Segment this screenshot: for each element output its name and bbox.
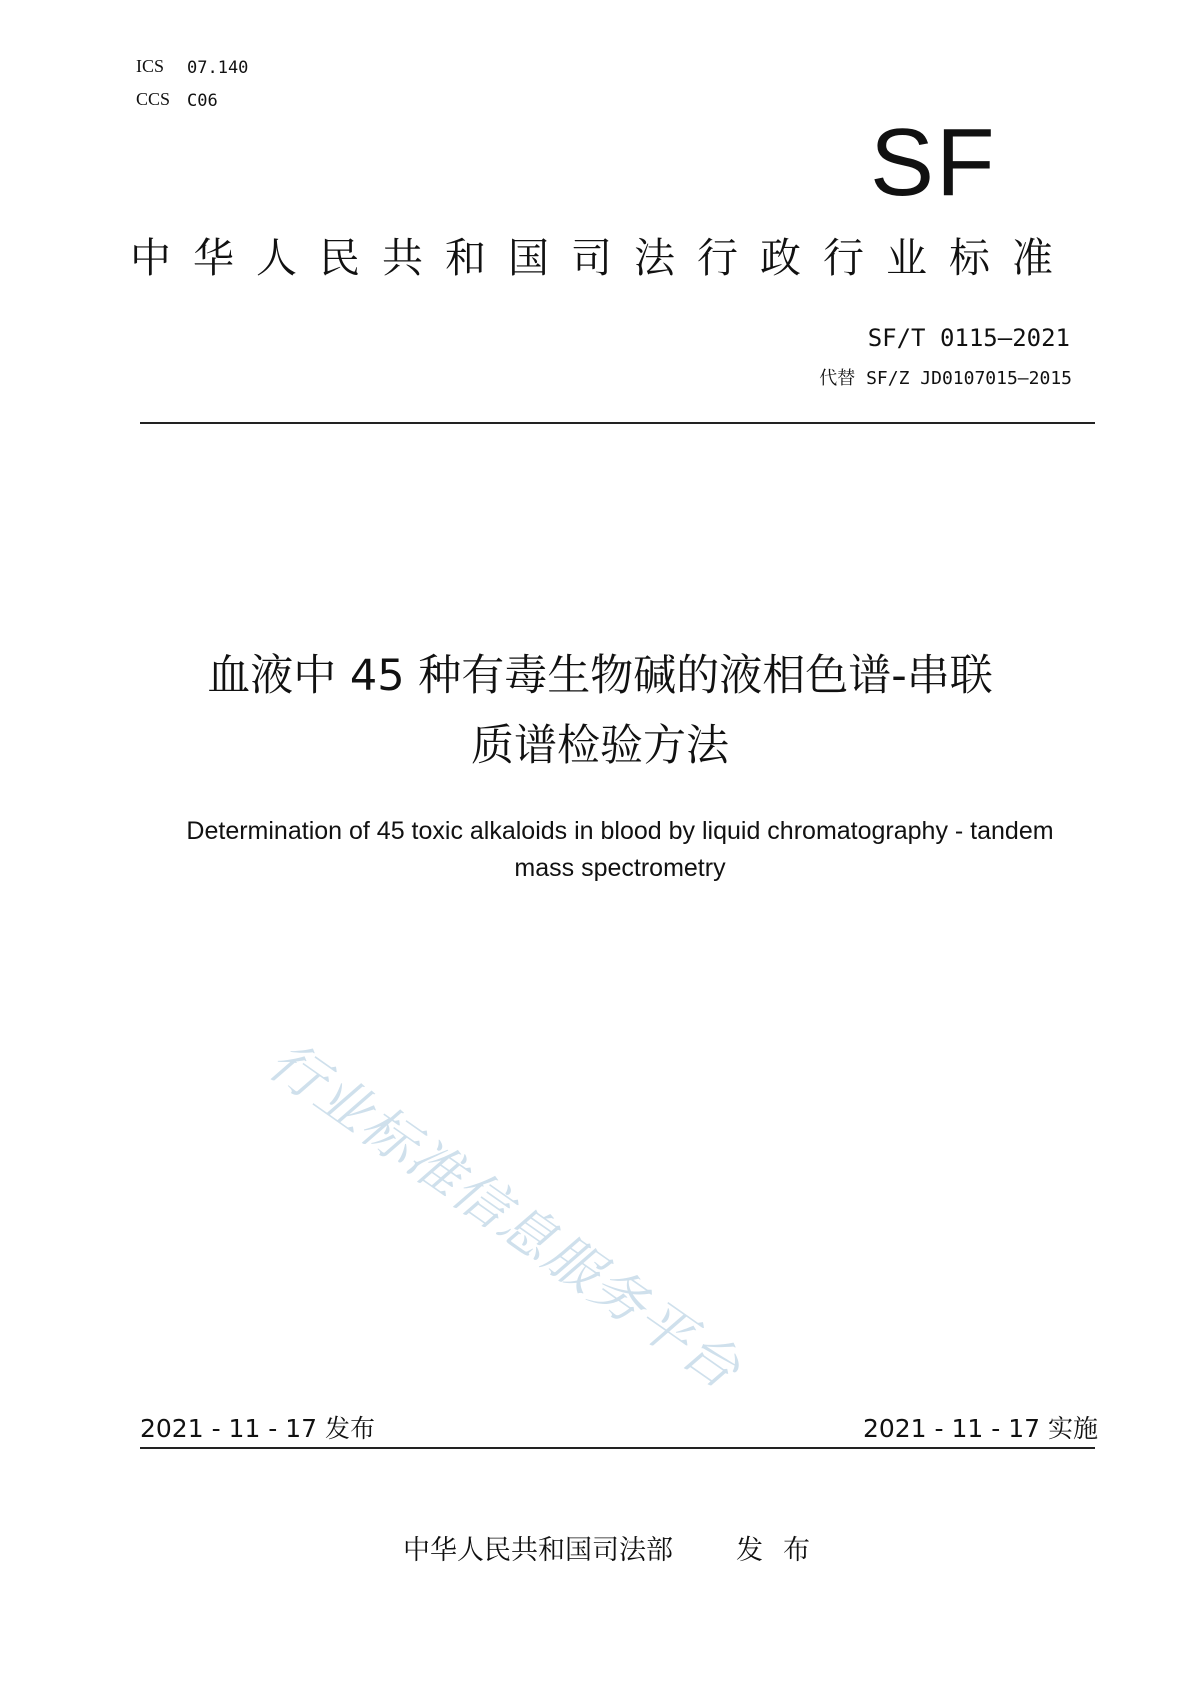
standard-category-title: 中华人民共和国司法行政行业标准 xyxy=(130,234,1075,282)
header-divider xyxy=(140,422,1095,424)
english-title xyxy=(100,813,1140,887)
sf-logo: SF xyxy=(870,109,997,216)
implementation-date: 2021 - 11 - 17 实施 xyxy=(862,1414,1098,1443)
watermark: 行业标准信息服务平台 xyxy=(257,1029,753,1402)
footer-divider xyxy=(140,1447,1095,1449)
ccs-label: CCS xyxy=(136,89,171,109)
english-title-line-1: Determination of 45 toxic alkaloids in blood by liquid chromatography - tandem xyxy=(186,817,1054,845)
ics-code: 07.140 xyxy=(187,58,249,78)
ics-label: ICS xyxy=(136,56,165,76)
chinese-title xyxy=(100,641,1100,781)
chinese-title-line-1: 血液中 45 种有毒生物碱的液相色谱-串联 xyxy=(207,651,993,701)
chinese-title-line-2: 质谱检验方法 xyxy=(471,721,729,771)
ccs-code: C06 xyxy=(187,91,218,111)
replaces-standard: 代替 SF/Z JD0107015—2015 xyxy=(819,368,1072,389)
issuing-authority: 中华人民共和国司法部 xyxy=(403,1535,673,1566)
issue-verb: 发布 xyxy=(736,1535,830,1566)
issue-date: 2021 - 11 - 17 发布 xyxy=(140,1414,376,1443)
standard-number: SF/T 0115—2021 xyxy=(867,324,1070,352)
english-title-line-2: mass spectrometry xyxy=(514,854,726,882)
